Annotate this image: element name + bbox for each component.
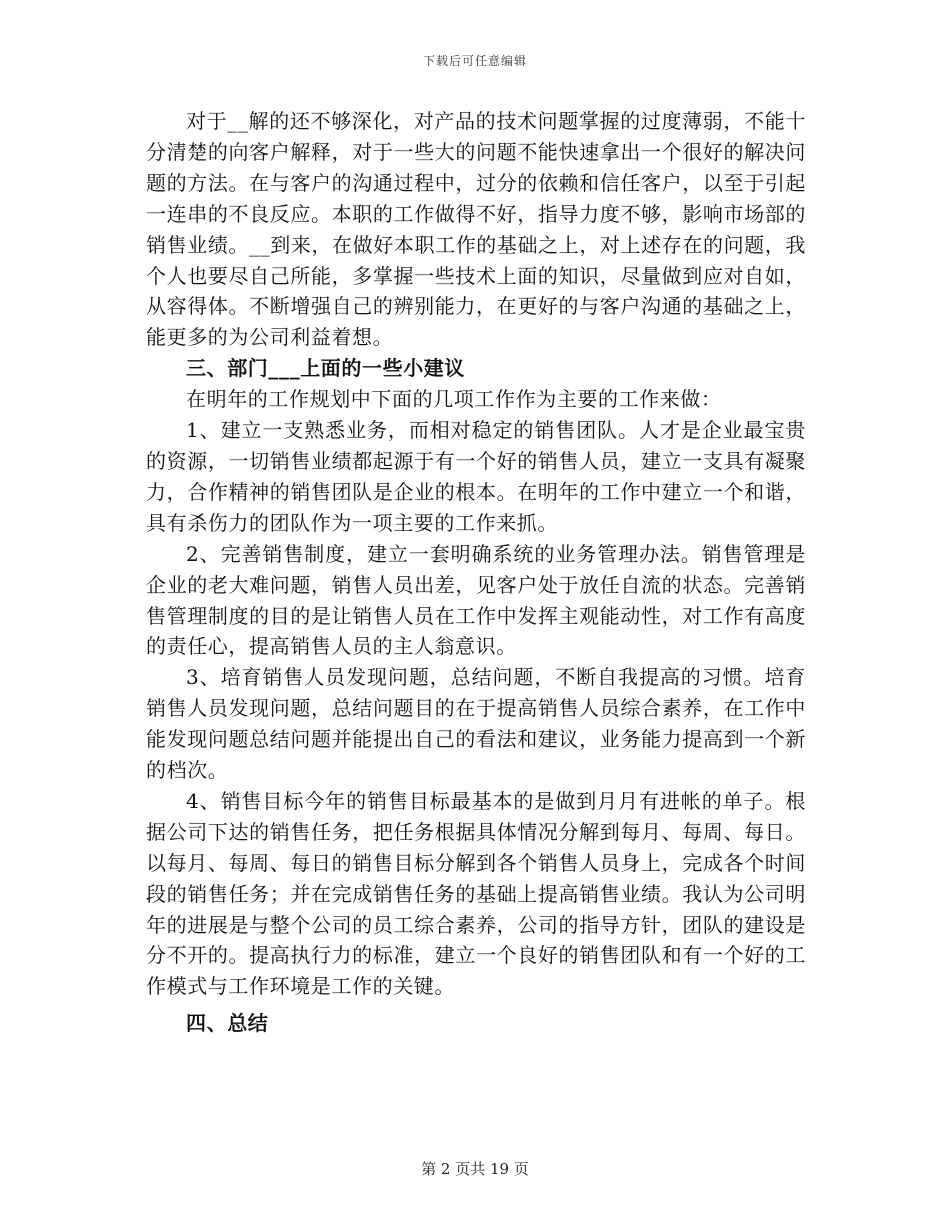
- paragraph-item-3: 3、培育销售人员发现问题，总结问题，不断自我提高的习惯。培育销售人员发现问题，总结问题目的在于提高销售人员综合素养，在工作中能发现问题总结问题并能提出自己的看法和建议，业务能力提高到一个新的档次。: [146, 665, 806, 783]
- page-header: 下载后可任意编辑: [422, 54, 527, 68]
- paragraph-plan-intro: 在明年的工作规划中下面的几项工作作为主要的工作来做：: [186, 387, 722, 412]
- page-number: 第 2 页共 19 页: [421, 1160, 529, 1178]
- section-heading-suggestions: 三、部门___上面的一些小建议: [186, 356, 465, 381]
- document-body: [146, 106, 806, 1039]
- paragraph-item-2: 2、完善销售制度，建立一套明确系统的业务管理办法。销售管理是企业的老大难问题，销售人员出差，见客户处于放任自流的状态。完善销售管理制度的目的是让销售人员在工作中发挥主观能动性，对工作有高度的责任心，提高销售人员的主人翁意识。: [146, 541, 806, 659]
- section-heading-summary: 四、总结: [186, 1011, 269, 1036]
- paragraph-self-assessment: 对于__解的还不够深化，对产品的技术问题掌握的过度薄弱，不能十分清楚的向客户解释，对于一些大的问题不能快速拿出一个很好的解决问题的方法。在与客户的沟通过程中，过分的依赖和信任客户，以至于引起一连串的不良反应。本职的工作做得不好，指导力度不够，影响市场部的销售业绩。__到来，在做好本职工作的基础之上，对上述存在的问题，我个人也要尽自己所能，多掌握一些技术上面的知识，尽量做到应对自如，从容得体。不断增强自己的辨别能力，在更好的与客户沟通的基础之上，能更多的为公司利益着想。: [146, 109, 806, 350]
- paragraph-item-4: 4、销售目标今年的销售目标最基本的是做到月月有进帐的单子。根据公司下达的销售任务，把任务根据具体情况分解到每月、每周、每日。以每月、每周、每日的销售目标分解到各个销售人员身上，完成各个时间段的销售任务；并在完成销售任务的基础上提高销售业绩。我认为公司明年的进展是与整个公司的员工综合素养，公司的指导方针，团队的建设是分不开的。提高执行力的标准，建立一个良好的销售团队和有一个好的工作模式与工作环境是工作的关键。: [146, 788, 806, 999]
- paragraph-item-1: 1、建立一支熟悉业务，而相对稳定的销售团队。人才是企业最宝贵的资源，一切销售业绩都起源于有一个好的销售人员，建立一支具有凝聚力，合作精神的销售团队是企业的根本。在明年的工作中建立一个和谐，具有杀伤力的团队作为一项主要的工作来抓。: [146, 418, 806, 535]
